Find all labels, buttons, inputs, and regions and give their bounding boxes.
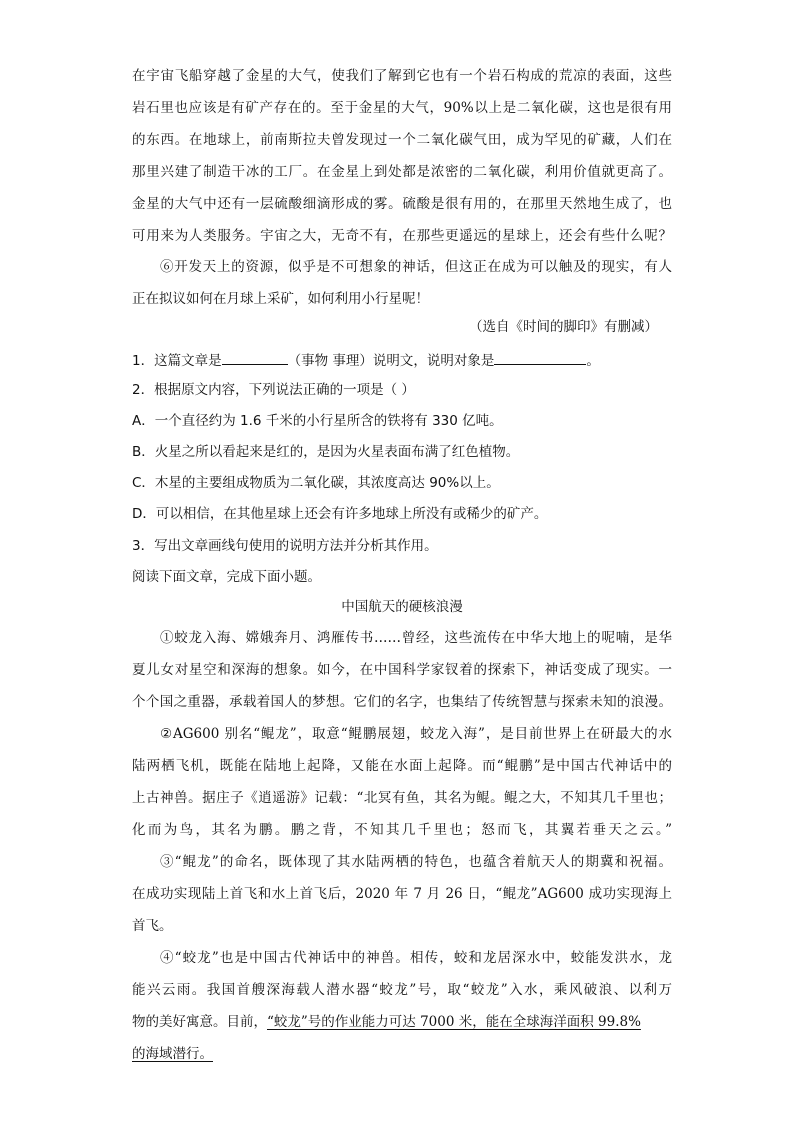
p4-line-3 (132, 1013, 672, 1031)
option-d: D．可以相信，在其他星球上还会有许多地球上所没有或稀少的矿产。 (132, 506, 548, 522)
p1-line-2: 夏儿女对星空和深海的想象。如今，在中国科学家钗着的探索下，神话变成了现实。一 (132, 662, 672, 678)
question-1-prefix: 1．这篇文章是 (132, 353, 222, 369)
p4-line-2: 能兴云雨。我国首艘深海载人潜水器“蛟龙”号，取“蛟龙”入水，乘风破浪、以利万 (132, 982, 672, 998)
passage1-line-5: 金星的大气中还有一层硫酸细滴形成的雾。硫酸是很有用的，在那里天然地生成了，也 (132, 196, 672, 212)
underlined-sentence-part-2: 的海域潜行。 (132, 1046, 213, 1062)
question-3: 3．写出文章画线句使用的说明方法并分析其作用。 (132, 538, 438, 554)
p2-line-4: 化而为鸟，其名为鹏。鹏之背，不知其几千里也；怒而飞，其翼若垂天之云。” (132, 822, 672, 838)
passage1-line-3: 的东西。在地球上，前南斯拉夫曾发现过一个二氧化碳气田，成为罕见的矿藏，人们在 (132, 132, 672, 148)
question-1-middle: （事物 事理）说明文，说明对象是 (287, 353, 495, 369)
answer-blank-1[interactable] (222, 350, 288, 365)
p4-line-4 (132, 1045, 672, 1063)
p2-line-3: 上古神兽。据庄子《逍遥游》记载：“北冥有鱼，其名为鲲。鲲之大，不知其几千里也； (132, 790, 672, 806)
p2-line-1: ②AG600 别名“鲲龙”，取意“鲲鹏展翅，蛟龙入海”，是目前世界上在研最大的水 (160, 726, 672, 742)
underlined-sentence-part-1: “蛟龙”号的作业能力可达 7000 米，能在全球海洋面积 99.8% (267, 1014, 641, 1030)
option-c: C．木星的主要组成物质为二氧化碳，其浓度高达 90%以上。 (132, 475, 500, 491)
answer-blank-2[interactable] (494, 350, 586, 365)
passage1-line-1: 在宇宙飞船穿越了金星的大气，使我们了解到它也有一个岩石构成的荒凉的表面，这些 (132, 68, 672, 84)
passage1-para6-line-1: ⑥开发天上的资源，似乎是不可想象的神话，但这正在成为可以触及的现实，有人 (160, 259, 672, 275)
option-a: A．一个直径约为 1.6 千米的小行星所含的铁将有 330 亿吨。 (132, 413, 503, 429)
question-2: 2．根据原文内容，下列说法正确的一项是（ ） (132, 382, 415, 398)
passage2-title: 中国航天的硬核浪漫 (341, 599, 463, 615)
option-b: B．火星之所以看起来是红的，是因为火星表面布满了红色植物。 (132, 444, 520, 460)
question-1-suffix: 。 (586, 353, 600, 369)
question-1 (132, 350, 672, 370)
p2-line-2: 陆两栖飞机，既能在陆地上起降，又能在水面上起降。而“鲲鹏”是中国古代神话中的 (132, 758, 672, 774)
passage1-line-6: 可用来为人类服务。宇宙之大，无奇不有，在那些更遥远的星球上，还会有些什么呢？ (132, 228, 672, 244)
p1-line-1: ①蛟龙入海、嫦娥奔月、鸿雁传书……曾经，这些流传在中华大地上的呢喃，是华 (160, 630, 672, 646)
p3-line-3: 首飞。 (132, 918, 173, 934)
passage1-para6-line-2: 正在拟议如何在月球上采矿，如何利用小行星呢！ (132, 291, 429, 307)
p4-line-1: ④“蛟龙”也是中国古代神话中的神兽。相传，蛟和龙居深水中，蛟能发洪水，龙 (160, 950, 672, 966)
passage1-line-2: 岩石里也应该是有矿产存在的。至于金星的大气，90%以上是二氧化碳，这也是很有用 (132, 100, 672, 116)
p4-line-3-text: 物的美好寓意。目前， (132, 1014, 267, 1030)
p3-line-2: 在成功实现陆上首飞和水上首飞后，2020 年 7 月 26 日，“鲲龙”AG600 成功实现海上 (132, 886, 672, 902)
p1-line-3: 个个国之重器，承载着国人的梦想。它们的名字，也集结了传统智慧与探索未知的浪漫。 (132, 694, 672, 710)
reading-instruction: 阅读下面文章，完成下面小题。 (132, 569, 321, 585)
passage1-line-4: 那里兴建了制造干冰的工厂。在金星上到处都是浓密的二氧化碳，利用价值就更高了。 (132, 164, 672, 180)
p3-line-1: ③“鲲龙”的命名，既体现了其水陆两栖的特色，也蕴含着航天人的期冀和祝福。 (160, 854, 672, 870)
source-citation: （选自《时间的脚印》有删减） (469, 319, 658, 335)
